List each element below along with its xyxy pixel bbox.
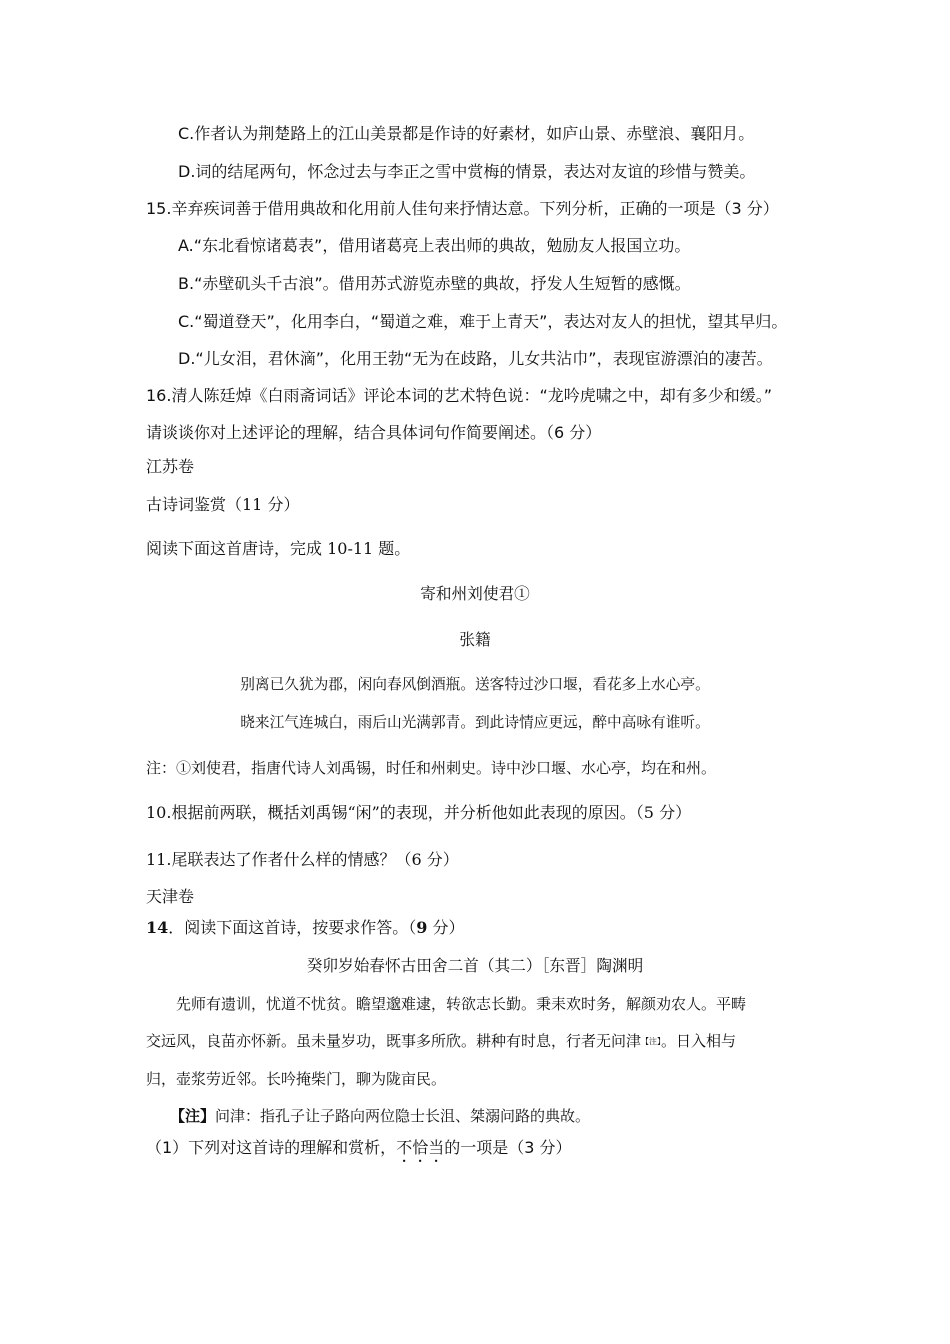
tianjin-q14-tail: 分） — [427, 918, 465, 937]
jiangsu-section: 古诗词鉴赏（11 分） — [146, 495, 300, 514]
tianjin-poem-title: 癸卯岁始春怀古田舍二首（其二）［东晋］陶渊明 — [306, 956, 644, 975]
tianjin-poem-p2-a: 交远风，良苗亦怀新。虽未量岁功，既事多所欣。耕种有时息，行者无问津 — [146, 1032, 642, 1050]
tianjin-note — [170, 1106, 590, 1126]
q15-option-a: A.“东北看惊诸葛表”，借用诸葛亮上表出师的典故，勉励友人报国立功。 — [178, 236, 691, 255]
tianjin-sub1-emphasis: 不恰当 — [396, 1138, 445, 1157]
q15-option-d: D.“儿女泪，君休滴”，化用王勃“无为在歧路，儿女共沾巾”，表现宦游漂泊的凄苦。 — [178, 349, 773, 368]
tianjin-note-text: 问津：指孔子让子路向两位隐士长沮、桀溺问路的典故。 — [215, 1107, 591, 1125]
tianjin-sub1 — [146, 1138, 571, 1166]
jiangsu-heading: 江苏卷 — [146, 457, 195, 476]
tianjin-poem-p2 — [146, 1031, 736, 1052]
tianjin-poem-p2-b: 。日入相与 — [661, 1032, 737, 1050]
tianjin-q14-text: ．阅读下面这首诗，按要求作答。（ — [168, 918, 417, 937]
tianjin-q14 — [146, 918, 465, 938]
tianjin-heading: 天津卷 — [146, 887, 195, 906]
q14-option-d: D.词的结尾两句，怀念过去与李正之雪中赏梅的情景，表达对友谊的珍惜与赞美。 — [178, 162, 756, 181]
tianjin-poem-p3: 归，壶浆劳近邻。长吟掩柴门，聊为陇亩民。 — [146, 1070, 447, 1088]
jiangsu-poem-title: 寄和州刘使君① — [420, 584, 530, 603]
jiangsu-q11: 11.尾联表达了作者什么样的情感？（6 分） — [146, 850, 459, 869]
tianjin-sub1-a: （1）下列对这首诗的理解和赏析， — [146, 1138, 397, 1157]
jiangsu-poem-author: 张籍 — [459, 630, 491, 649]
tianjin-q14-score: 9 — [416, 918, 428, 937]
q16-line1: 16.清人陈廷焯《白雨斋词话》评论本词的艺术特色说：“龙吟虎啸之中，却有多少和缓。” — [146, 386, 773, 405]
q14-option-c: C.作者认为荆楚路上的江山美景都是作诗的好素材，如庐山景、赤壁浪、襄阳月。 — [178, 124, 755, 143]
q15-option-c: C.“蜀道登天”，化用李白，“蜀道之难，难于上青天”，表达对友人的担忧，望其早归。 — [178, 312, 788, 331]
jiangsu-note: 注：①刘使君，指唐代诗人刘禹锡，时任和州刺史。诗中沙口堰、水心亭，均在和州。 — [146, 759, 717, 777]
tianjin-poem-p1: 先师有遗训，忧道不忧贫。瞻望邈难逮，转欲志长勤。秉耒欢时务，解颜劝农人。平畴 — [176, 995, 747, 1013]
jiangsu-q10: 10.根据前两联，概括刘禹锡“闲”的表现，并分析他如此表现的原因。（5 分） — [146, 803, 692, 822]
tianjin-sub1-b: 的一项是（3 分） — [444, 1138, 572, 1157]
q15-stem: 15.辛弃疾词善于借用典故和化用前人佳句来抒情达意。下列分析，正确的一项是（3 分） — [146, 199, 779, 218]
jiangsu-poem-line1: 别离已久犹为郡，闲向春风倒酒瓶。送客特过沙口堰，看花多上水心亭。 — [240, 676, 710, 693]
tianjin-q14-number: 14 — [146, 918, 169, 937]
q16-line2: 请谈谈你对上述评论的理解，结合具体词句作简要阐述。（6 分） — [146, 423, 602, 442]
tianjin-note-label: 【注】 — [170, 1107, 216, 1125]
jiangsu-intro: 阅读下面这首唐诗，完成 10-11 题。 — [146, 539, 411, 558]
tianjin-poem-footnote-marker: 【注】 — [641, 1037, 662, 1046]
jiangsu-poem-line2: 晓来江气连城白，雨后山光满郭青。到此诗情应更远，醉中高咏有谁听。 — [240, 714, 710, 731]
q15-option-b: B.“赤壁矶头千古浪”。借用苏式游览赤壁的典故，抒发人生短暂的感慨。 — [178, 274, 691, 293]
